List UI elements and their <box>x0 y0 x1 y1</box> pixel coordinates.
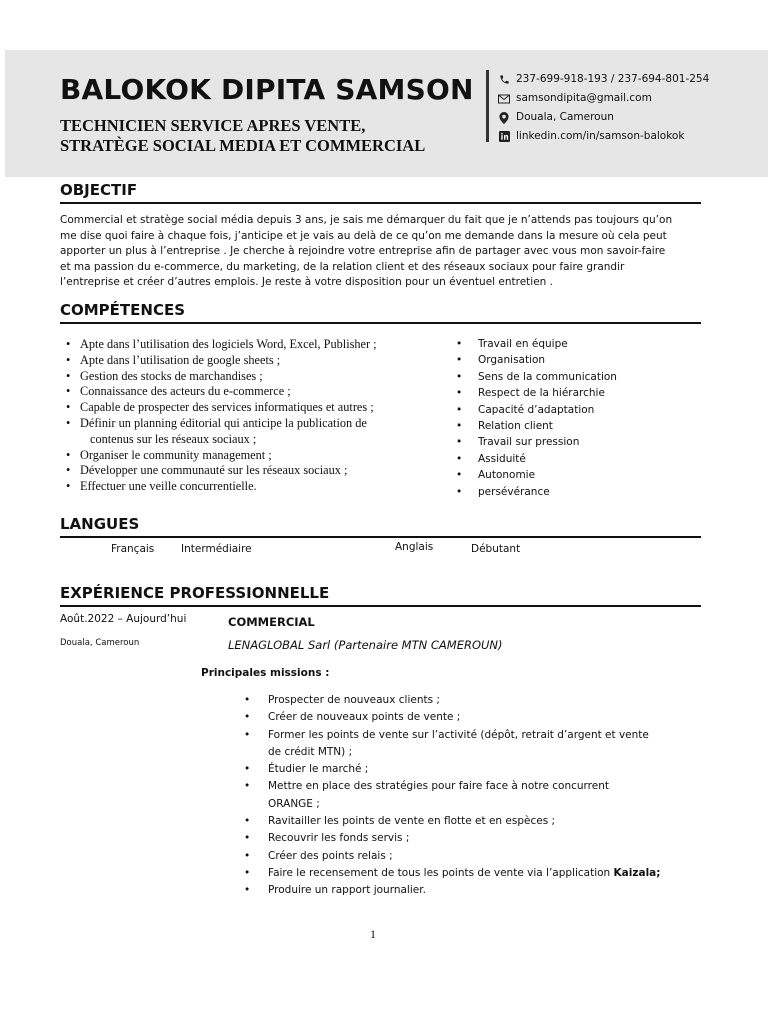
objectif-paragraph <box>60 213 705 291</box>
list-item-bold: Kaizala; <box>613 866 661 879</box>
list-item: • Créer de nouveaux points de vente ; <box>244 709 660 726</box>
job-title-line-1: TECHNICIEN SERVICE APRES VENTE, <box>60 116 366 135</box>
list-item: • Gestion des stocks de marchandises ; <box>62 369 377 385</box>
linkedin-text[interactable]: linkedin.com/in/samson-balokok <box>516 130 685 142</box>
list-item-continuation: ORANGE ; <box>268 797 320 810</box>
objectif-line: Commercial et stratège social média depuis 3 ans, je sais me démarquer du fait que je n’attends pas toujours qu’on <box>60 214 673 226</box>
job-title-line-2: STRATÈGE SOCIAL MEDIA ET COMMERCIAL <box>60 136 426 155</box>
list-item-text: Définir un planning éditorial qui anticipe la publication de <box>80 415 367 430</box>
language-name: Français <box>111 543 155 555</box>
experience-role: COMMERCIAL <box>228 615 315 629</box>
list-item <box>244 727 660 762</box>
objectif-line: me dise quoi faire à chaque fois, j’anticipe et je vais au delà de ce qu’on me demande dans la mesure où cela peut <box>60 229 667 242</box>
list-item-continuation: de crédit MTN) ; <box>268 745 353 758</box>
location-pin-icon <box>498 112 510 124</box>
technical-skills-list <box>62 337 377 495</box>
list-item: • Sens de la communication <box>456 369 617 385</box>
list-item: • persévérance <box>456 484 617 500</box>
list-item <box>244 865 660 882</box>
list-item-continuation: contenus sur les réseaux sociaux ; <box>90 431 257 446</box>
contact-email[interactable] <box>498 89 709 108</box>
missions-title: Principales missions : <box>201 667 330 679</box>
email-text[interactable]: samsondipita@gmail.com <box>516 92 652 104</box>
list-item: • Produire un rapport journalier. <box>244 882 660 899</box>
list-item: • Assiduité <box>456 451 617 467</box>
section-title-competences: COMPÉTENCES <box>60 301 186 319</box>
list-item <box>244 778 660 813</box>
list-item: • Respect de la hiérarchie <box>456 385 617 401</box>
envelope-icon <box>498 93 510 105</box>
linkedin-icon <box>498 131 510 143</box>
page-number: 1 <box>370 927 376 941</box>
list-item: • Autonomie <box>456 467 617 483</box>
list-item: • Capable de prospecter des services informatiques et autres ; <box>62 400 377 416</box>
list-item: • Créer des points relais ; <box>244 848 660 865</box>
phone-text: 237-699-918-193 / 237-694-801-254 <box>516 73 710 85</box>
contact-divider <box>486 70 489 142</box>
list-item: • Connaissance des acteurs du e-commerce ; <box>62 384 377 400</box>
phone-icon <box>498 74 510 86</box>
section-rule <box>60 536 701 538</box>
list-item: • Apte dans l’utilisation des logiciels Word, Excel, Publisher ; <box>62 337 377 353</box>
list-item: • Effectuer une veille concurrentielle. <box>62 479 377 495</box>
list-item: • Recouvrir les fonds servis ; <box>244 830 660 847</box>
list-item: • Ravitailler les points de vente en flotte et en espèces ; <box>244 813 660 830</box>
list-item-text: Mettre en place des stratégies pour faire face à notre concurrent <box>268 780 609 793</box>
list-item <box>62 416 377 448</box>
list-item: • Capacité d’adaptation <box>456 402 617 418</box>
list-item-text: Faire le recensement de tous les points de vente via l’application <box>268 866 614 879</box>
soft-skills-list <box>456 336 617 500</box>
location-text: Douala, Cameroun <box>516 111 614 123</box>
objectif-line: apporter un plus à l’entreprise . Je cherche à rejoindre votre entreprise afin de partager avec vous mon savoir-faire <box>60 245 666 257</box>
list-item-text: Former les points de vente sur l’activité (dépôt, retrait d’argent et vente <box>268 728 649 741</box>
contact-block <box>498 70 709 146</box>
candidate-name: BALOKOK DIPITA SAMSON <box>60 73 474 106</box>
list-item: • Relation client <box>456 418 617 434</box>
list-item: • Étudier le marché ; <box>244 761 660 778</box>
list-item: • Prospecter de nouveaux clients ; <box>244 692 660 709</box>
list-item: • Organiser le community management ; <box>62 448 377 464</box>
language-level: Débutant <box>471 543 521 555</box>
objectif-line: et ma passion du e-commerce, du marketing, de la relation client et des réseaux sociaux pour faire grandir <box>60 260 625 273</box>
experience-date: Août.2022 – Aujourd’hui <box>60 613 187 625</box>
contact-location <box>498 108 709 127</box>
section-rule <box>60 202 701 204</box>
list-item: • Travail sur pression <box>456 434 617 450</box>
language-level: Intermédiaire <box>181 543 252 555</box>
experience-location: Douala, Cameroun <box>60 638 140 648</box>
list-item: • Travail en équipe <box>456 336 617 352</box>
list-item: • Apte dans l’utilisation de google sheets ; <box>62 353 377 369</box>
missions-list <box>244 692 660 900</box>
contact-phone <box>498 70 709 89</box>
language-name: Anglais <box>395 541 434 553</box>
section-title-experience: EXPÉRIENCE PROFESSIONNELLE <box>60 584 330 602</box>
section-title-objectif: OBJECTIF <box>60 181 138 199</box>
job-title <box>60 116 425 156</box>
section-rule <box>60 322 701 324</box>
experience-company: LENAGLOBAL Sarl (Partenaire MTN CAMEROUN) <box>228 638 503 652</box>
objectif-line: l’entreprise et créer d’autres emplois. Je reste à votre disposition pour un éventuel entretien . <box>60 276 554 288</box>
section-title-langues: LANGUES <box>60 515 140 533</box>
list-item: • Organisation <box>456 352 617 368</box>
list-item: • Développer une communauté sur les réseaux sociaux ; <box>62 463 377 479</box>
section-rule <box>60 605 701 607</box>
contact-linkedin[interactable] <box>498 127 709 146</box>
